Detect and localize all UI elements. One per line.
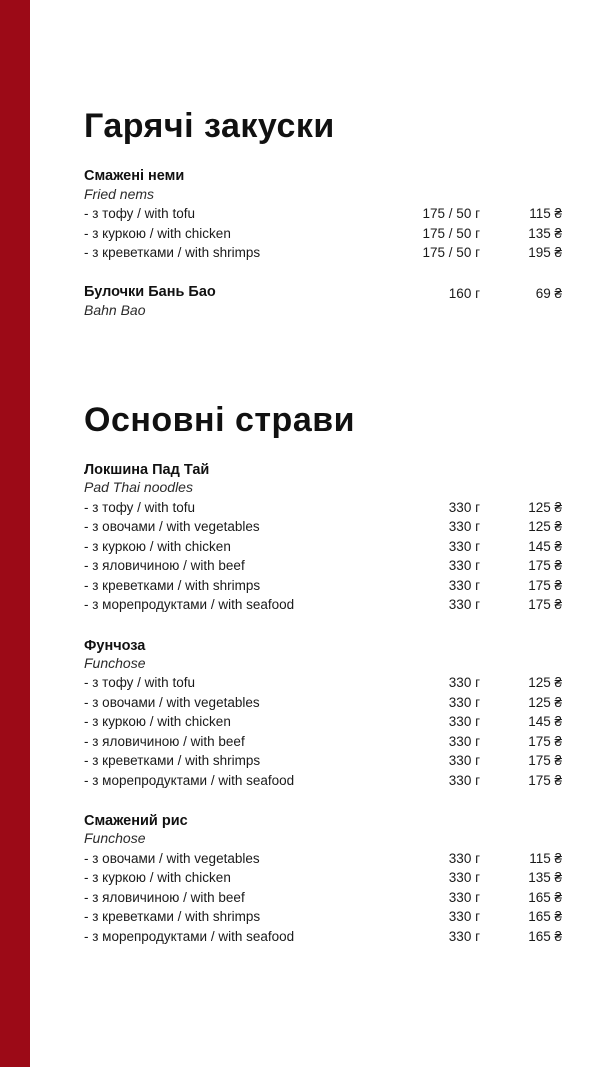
menu-item-row	[84, 907, 562, 927]
group-subtitle: Fried nems	[84, 185, 155, 202]
menu-item-name: - з морепродуктами / with seafood	[84, 772, 295, 788]
menu-item-weight: 330 г	[448, 558, 480, 574]
group-subtitle: Funchose	[84, 830, 146, 847]
menu-item-row	[84, 595, 562, 615]
menu-item-price: 145 ₴	[528, 714, 562, 730]
menu-item-name: - з овочами / with vegetables	[84, 694, 260, 710]
menu-item-price: 175 ₴	[528, 733, 562, 749]
menu-item-row	[84, 751, 562, 771]
menu-item-row	[84, 693, 562, 713]
menu-item-weight: 330 г	[448, 753, 480, 769]
menu-item-name: - з куркою / with chicken	[84, 538, 231, 554]
menu-item-list	[84, 673, 562, 790]
menu-group-fried-rice	[84, 812, 562, 946]
menu-item-row	[84, 673, 562, 693]
menu-item-weight: 330 г	[448, 928, 480, 944]
section-title: Гарячі закуски	[84, 107, 335, 145]
menu-item-weight: 330 г	[448, 694, 480, 710]
menu-item-name: - з креветками / with shrimps	[84, 909, 261, 925]
menu-group-pad-thai	[84, 461, 562, 615]
menu-group-fried-nems	[84, 167, 562, 262]
menu-item-name: - з креветками / with shrimps	[84, 577, 261, 593]
menu-item-weight: 330 г	[448, 733, 480, 749]
menu-item-weight: 175 / 50 г	[422, 245, 480, 261]
group-name: Булочки Бань Бао	[84, 283, 216, 300]
menu-item-list	[84, 849, 562, 947]
menu-item-name: - з овочами / with vegetables	[84, 850, 260, 866]
menu-item-weight: 175 / 50 г	[422, 206, 480, 222]
group-subtitle: Pad Thai noodles	[84, 479, 193, 496]
menu-item-row	[84, 537, 562, 557]
menu-item-row	[84, 868, 562, 888]
menu-item-row	[84, 204, 562, 224]
section-hot-appetizers	[84, 0, 562, 320]
menu-item-name: - з тофу / with tofu	[84, 675, 195, 691]
menu-item-name: - з морепродуктами / with seafood	[84, 597, 295, 613]
menu-item-row	[84, 243, 562, 263]
menu-item-name: - з тофу / with tofu	[84, 499, 195, 515]
menu-page	[30, 0, 600, 1067]
menu-item-row	[84, 849, 562, 869]
menu-item-weight: 330 г	[448, 499, 480, 515]
group-heading	[84, 812, 562, 848]
menu-item-row	[84, 732, 562, 752]
menu-item-row	[84, 498, 562, 518]
menu-item-row	[84, 517, 562, 537]
menu-group-funchose	[84, 637, 562, 791]
menu-item-row	[84, 927, 562, 947]
menu-item-row	[84, 771, 562, 791]
menu-item-price: 165 ₴	[528, 889, 562, 905]
menu-item-weight: 330 г	[448, 538, 480, 554]
menu-item-row	[84, 224, 562, 244]
menu-item-row	[84, 712, 562, 732]
group-name: Локшина Пад Тай	[84, 461, 210, 478]
menu-item-price: 175 ₴	[528, 577, 562, 593]
menu-item-name: - з яловичиною / with beef	[84, 558, 245, 574]
menu-item-name: - з креветками / with shrimps	[84, 245, 261, 261]
menu-item-weight: 330 г	[448, 870, 480, 886]
menu-item-price: 125 ₴	[528, 675, 562, 691]
group-heading	[84, 167, 562, 203]
section-main-dishes	[84, 320, 562, 947]
menu-item-weight: 330 г	[448, 850, 480, 866]
group-name: Смажені неми	[84, 168, 185, 185]
menu-item-name: - з креветками / with shrimps	[84, 753, 261, 769]
group-heading	[84, 283, 384, 320]
group-heading	[84, 637, 562, 673]
menu-item-name: - з куркою / with chicken	[84, 714, 231, 730]
menu-item-weight: 330 г	[448, 597, 480, 613]
group-heading	[84, 461, 562, 497]
menu-item-name: - з яловичиною / with beef	[84, 889, 245, 905]
menu-item-list	[84, 498, 562, 615]
menu-item-name: - з морепродуктами / with seafood	[84, 928, 295, 944]
menu-group-bahn-bao	[84, 283, 562, 320]
menu-item-price: 175 ₴	[528, 558, 562, 574]
menu-item-weight: 330 г	[448, 675, 480, 691]
menu-item-price: 165 ₴	[528, 909, 562, 925]
menu-item-price: 145 ₴	[528, 538, 562, 554]
section-title: Основні страви	[84, 400, 356, 439]
menu-item-price: 195 ₴	[528, 245, 562, 261]
menu-item-row	[84, 576, 562, 596]
menu-item-weight: 330 г	[448, 889, 480, 905]
menu-item-weight: 175 / 50 г	[422, 225, 480, 241]
menu-item-name: - з яловичиною / with beef	[84, 733, 245, 749]
menu-item-name: - з куркою / with chicken	[84, 870, 231, 886]
menu-item-weight: 160 г	[448, 285, 480, 301]
menu-item-price: 125 ₴	[528, 499, 562, 515]
menu-item-price: 115 ₴	[529, 206, 562, 222]
menu-item-price: 69 ₴	[535, 285, 562, 301]
menu-item-row	[84, 556, 562, 576]
group-name: Смажений рис	[84, 813, 188, 830]
menu-item-weight: 330 г	[448, 519, 480, 535]
menu-item-price: 175 ₴	[528, 597, 562, 613]
menu-item-name: - з куркою / with chicken	[84, 225, 231, 241]
menu-item-price: 175 ₴	[528, 753, 562, 769]
menu-item-price: 125 ₴	[528, 694, 562, 710]
group-name: Фунчоза	[84, 637, 146, 654]
menu-item-name: - з овочами / with vegetables	[84, 519, 260, 535]
menu-item-price: 135 ₴	[528, 225, 562, 241]
group-subtitle: Funchose	[84, 654, 146, 671]
menu-item-weight: 330 г	[448, 772, 480, 788]
menu-item-name: - з тофу / with tofu	[84, 206, 195, 222]
menu-item-row	[84, 888, 562, 908]
menu-item-price: 135 ₴	[528, 870, 562, 886]
menu-item-price: 115 ₴	[529, 850, 562, 866]
menu-item-price: 175 ₴	[528, 772, 562, 788]
menu-item-list	[84, 204, 562, 263]
decorative-side-bar	[0, 0, 30, 1067]
menu-item-weight: 330 г	[448, 909, 480, 925]
menu-item-weight: 330 г	[448, 577, 480, 593]
menu-item-weight: 330 г	[448, 714, 480, 730]
menu-item-price: 125 ₴	[528, 519, 562, 535]
menu-item-price: 165 ₴	[528, 928, 562, 944]
group-subtitle: Bahn Bao	[84, 302, 146, 319]
